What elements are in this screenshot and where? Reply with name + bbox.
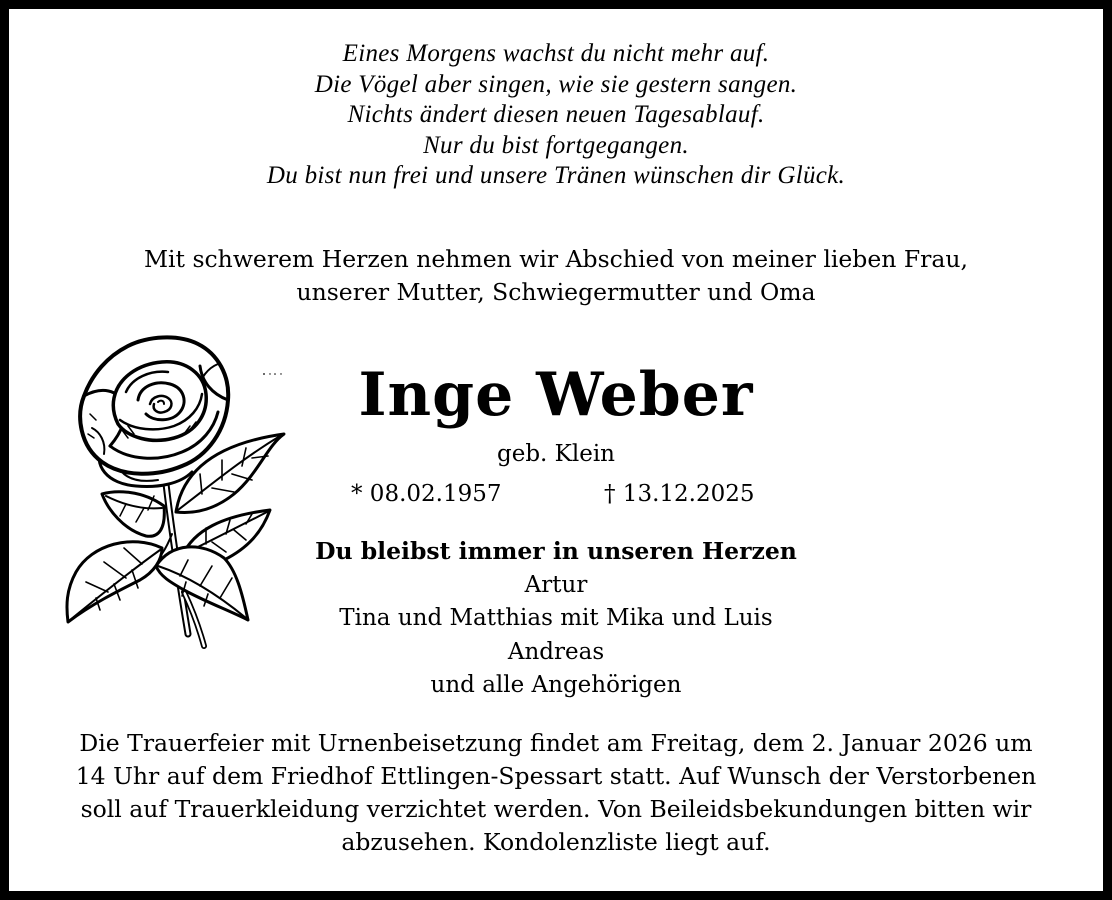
poem bbox=[0, 39, 1112, 192]
family-member: Andreas bbox=[507, 638, 605, 665]
service-line: soll auf Trauerkleidung verzichtet werden. Von Beileidsbekundungen bitten wir bbox=[80, 795, 1032, 823]
poem-line: Nur du bist fortgegangen. bbox=[423, 131, 689, 159]
intro-line: Mit schwerem Herzen nehmen wir Abschied von meiner lieben Frau, bbox=[143, 245, 969, 273]
poem-line: Die Vögel aber singen, wie sie gestern sangen. bbox=[314, 70, 798, 98]
poem-line: Eines Morgens wachst du nicht mehr auf. bbox=[342, 40, 770, 67]
funeral-service-info bbox=[0, 727, 1112, 859]
farewell-intro bbox=[0, 243, 1112, 309]
birth-date: * 08.02.1957 bbox=[351, 481, 502, 507]
intro-line: unserer Mutter, Schwiegermutter und Oma bbox=[296, 278, 816, 306]
poem-line: Du bist nun frei und unsere Tränen wünschen dir Glück. bbox=[266, 162, 846, 189]
life-dates bbox=[0, 476, 1112, 512]
family-member: Artur bbox=[524, 571, 588, 598]
family-signature bbox=[0, 535, 1112, 703]
family-member: Tina und Matthias mit Mika und Luis bbox=[339, 605, 773, 631]
poem-line: Nichts ändert diesen neuen Tagesablauf. bbox=[347, 101, 765, 128]
death-date: † 13.12.2025 bbox=[604, 481, 755, 507]
service-line: abzusehen. Kondolenzliste liegt auf. bbox=[341, 828, 771, 856]
service-line: Die Trauerfeier mit Urnenbeisetzung findet am Freitag, dem 2. Januar 2026 um bbox=[79, 729, 1033, 757]
deceased-name: Inge Weber bbox=[358, 360, 754, 430]
family-member: und alle Angehörigen bbox=[430, 672, 682, 698]
maiden-name: geb. Klein bbox=[497, 441, 615, 467]
memorial-motto: Du bleibst immer in unseren Herzen bbox=[315, 537, 797, 565]
service-line: 14 Uhr auf dem Friedhof Ettlingen-Spessart statt. Auf Wunsch der Verstorbenen bbox=[75, 762, 1037, 790]
